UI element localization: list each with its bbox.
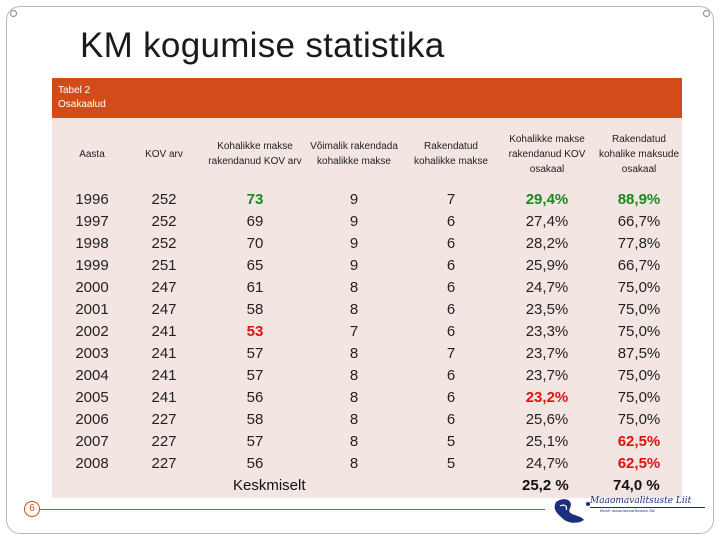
years-cell: 2007	[75, 433, 109, 450]
column-applied	[404, 189, 498, 475]
implemented-cell: 57	[246, 367, 264, 384]
kov-cell: 241	[151, 323, 177, 340]
kov_share-cell: 23,7%	[525, 345, 569, 362]
possible-cell: 8	[349, 411, 359, 428]
kov_share-cell: 25,6%	[525, 411, 569, 428]
tax_share-cell: 75,0%	[617, 367, 661, 384]
average-label: Keskmiselt	[233, 477, 306, 494]
years-cell: 1997	[75, 213, 109, 230]
possible-cell: 8	[349, 367, 359, 384]
header-applied: Rakendatud kohalikke makse	[414, 141, 488, 167]
kov_share-cell: 25,1%	[525, 433, 569, 450]
column-tax-share	[598, 189, 680, 475]
page-number: 6	[24, 501, 40, 517]
column-possible	[306, 189, 402, 475]
applied-cell: 6	[446, 279, 456, 296]
tax_share-cell: 75,0%	[617, 301, 661, 318]
column-kov	[132, 189, 196, 475]
possible-cell: 8	[349, 301, 359, 318]
applied-cell: 6	[446, 235, 456, 252]
kov_share-cell: 27,4%	[525, 213, 569, 230]
kov-cell: 247	[151, 301, 177, 318]
header-implemented: Kohalikke makse rakendanud KOV arv	[208, 141, 302, 167]
applied-cell: 5	[446, 433, 456, 450]
kov-cell: 227	[151, 433, 177, 450]
kov_share-cell: 24,7%	[525, 455, 569, 472]
years-cell: 2001	[75, 301, 109, 318]
years-cell: 1996	[75, 191, 109, 208]
years-cell: 2004	[75, 367, 109, 384]
kov_share-cell: 23,7%	[525, 367, 569, 384]
kov-cell: 252	[151, 191, 177, 208]
footer-divider	[40, 509, 545, 510]
kov-cell: 241	[151, 345, 177, 362]
kov-cell: 227	[151, 411, 177, 428]
applied-cell: 5	[446, 455, 456, 472]
applied-cell: 6	[446, 411, 456, 428]
tax_share-cell: 62,5%	[617, 433, 661, 450]
implemented-cell: 58	[246, 301, 264, 318]
tax_share-cell: 75,0%	[617, 279, 661, 296]
implemented-cell: 58	[246, 411, 264, 428]
years-cell: 2005	[75, 389, 109, 406]
tax_share-cell: 87,5%	[617, 345, 661, 362]
table-caption: Tabel 2	[58, 85, 91, 96]
column-implemented	[206, 189, 304, 475]
kov_share-cell: 23,3%	[525, 323, 569, 340]
years-cell: 2000	[75, 279, 109, 296]
kov_share-cell: 28,2%	[525, 235, 569, 252]
table-subcaption: Osakaalud	[58, 99, 106, 110]
tax_share-cell: 75,0%	[617, 323, 661, 340]
implemented-cell: 57	[246, 345, 264, 362]
years-cell: 2003	[75, 345, 109, 362]
tax_share-cell: 75,0%	[617, 389, 661, 406]
implemented-cell: 53	[246, 323, 264, 340]
header-kov-share: Kohalikke makse rakendanud KOV osakaal	[508, 133, 586, 175]
kov-cell: 241	[151, 389, 177, 406]
header-kov: KOV arv	[145, 148, 183, 160]
kov_share-cell: 29,4%	[525, 191, 569, 208]
header-possible: Võimalik rakendada kohalikke makse	[310, 141, 398, 167]
years-cell: 2008	[75, 455, 109, 472]
possible-cell: 9	[349, 235, 359, 252]
possible-cell: 8	[349, 433, 359, 450]
possible-cell: 9	[349, 257, 359, 274]
kov_share-cell: 23,5%	[525, 301, 569, 318]
applied-cell: 6	[446, 367, 456, 384]
implemented-cell: 56	[246, 455, 264, 472]
kov-cell: 241	[151, 367, 177, 384]
header-year: Aasta	[79, 148, 105, 160]
possible-cell: 9	[349, 191, 359, 208]
kov-cell: 252	[151, 213, 177, 230]
kov-cell: 247	[151, 279, 177, 296]
tax_share-cell: 75,0%	[617, 411, 661, 428]
applied-cell: 6	[446, 301, 456, 318]
implemented-cell: 69	[246, 213, 264, 230]
implemented-cell: 57	[246, 433, 264, 450]
years-cell: 2006	[75, 411, 109, 428]
average-tax-share: 74,0 %	[613, 477, 660, 494]
corner-dot	[10, 10, 17, 17]
applied-cell: 7	[446, 191, 456, 208]
years-cell: 1998	[75, 235, 109, 252]
corner-dot	[703, 10, 710, 17]
kov_share-cell: 24,7%	[525, 279, 569, 296]
implemented-cell: 65	[246, 257, 264, 274]
tax_share-cell: 62,5%	[617, 455, 661, 472]
logo-name: Maaomavalitsuste Liit	[590, 496, 705, 508]
tax_share-cell: 77,8%	[617, 235, 661, 252]
implemented-cell: 61	[246, 279, 264, 296]
kov-cell: 252	[151, 235, 177, 252]
average-kov-share: 25,2 %	[522, 477, 569, 494]
kov-cell: 227	[151, 455, 177, 472]
header-tax-share: Rakendatud kohalike maksude osakaal	[598, 133, 680, 175]
applied-cell: 6	[446, 323, 456, 340]
slide-title: KM kogumise statistika	[80, 26, 445, 65]
implemented-cell: 56	[246, 389, 264, 406]
kov_share-cell: 23,2%	[525, 389, 569, 406]
table-caption-banner	[52, 78, 682, 118]
tax_share-cell: 66,7%	[617, 257, 661, 274]
tax_share-cell: 66,7%	[617, 213, 661, 230]
kov-cell: 251	[151, 257, 177, 274]
applied-cell: 6	[446, 213, 456, 230]
applied-cell: 6	[446, 389, 456, 406]
kov_share-cell: 25,9%	[525, 257, 569, 274]
logo-tagline: Eesti maaomavalitsuste liit	[600, 508, 655, 513]
possible-cell: 7	[349, 323, 359, 340]
possible-cell: 8	[349, 279, 359, 296]
applied-cell: 6	[446, 257, 456, 274]
years-cell: 2002	[75, 323, 109, 340]
possible-cell: 8	[349, 455, 359, 472]
years-cell: 1999	[75, 257, 109, 274]
possible-cell: 8	[349, 389, 359, 406]
applied-cell: 7	[446, 345, 456, 362]
possible-cell: 9	[349, 213, 359, 230]
column-kov-share	[498, 189, 596, 475]
implemented-cell: 73	[246, 191, 264, 208]
column-year	[60, 189, 124, 475]
possible-cell: 8	[349, 345, 359, 362]
implemented-cell: 70	[246, 235, 264, 252]
tax_share-cell: 88,9%	[617, 191, 661, 208]
